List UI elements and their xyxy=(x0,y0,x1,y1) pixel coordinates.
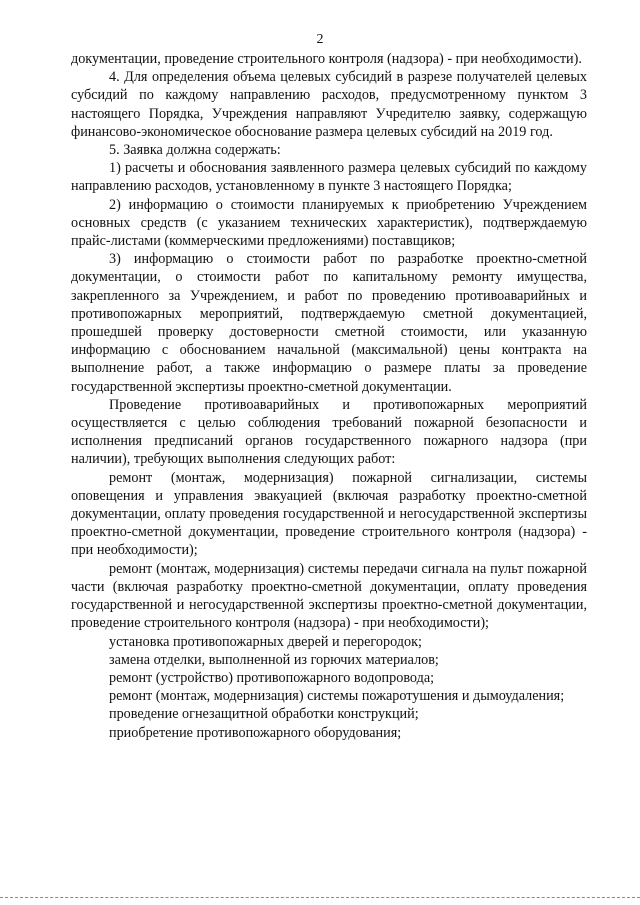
list-item-extinguishing-system: ремонт (монтаж, модернизация) системы пожаротушения и дымоудаления; xyxy=(109,688,565,705)
list-item-water-supply: ремонт (устройство) противопожарного водопровода; xyxy=(109,669,435,686)
list-item-fire-doors: установка противопожарных дверей и перегородок; xyxy=(109,633,422,650)
list-item-fireproofing: проведение огнезащитной обработки конструкций; xyxy=(109,706,419,723)
paragraph-subitem-3: 3) информацию о стоимости работ по разработке проектно-сметной документации, о стоимости работ по капитальному ремонту имущества, закрепленного за Учреждением, и работ по проведению противоаварийных и противопожарных мероприятий, подтверждаемую сметной документацией, прошедшей проверку достоверности сметной стоимости, или указанную информацию с обоснованием начальной (максимальной) цены контракта на выполнение работ, а также информацию о размере платы за проведение государственной экспертизы проектно-сметной документации. xyxy=(71,251,587,395)
page-number: 2 xyxy=(316,32,324,47)
paragraph-continuation: документации, проведение строительного контроля (надзора) - при необходимости). xyxy=(71,51,582,67)
document-body xyxy=(71,50,587,742)
list-item-signal-transmission: ремонт (монтаж, модернизация) системы передачи сигнала на пульт пожарной части (включая разработку проектно-сметной документации, оплату проведения государственной и негосударственной экспертизы проектно-сметной документации, проведение строительного контроля (надзора) - при необходимости); xyxy=(71,560,587,632)
paragraph-subitem-2: 2) информацию о стоимости планируемых к приобретению Учреждением основных средств (с указанием технических характеристик), подтверждаемую прайс-листами (коммерческими предложениями) поставщиков; xyxy=(71,196,587,250)
list-item-fire-alarm: ремонт (монтаж, модернизация) пожарной сигнализации, системы оповещения и управления эвакуацией (включая разработку проектно-сметной документации, оплату проведения государственной и негосударственной экспертизы проектно-сметной документации, проведение строительного контроля (надзора) - при необходимости); xyxy=(71,469,587,559)
list-item-equipment-purchase: приобретение противопожарного оборудования; xyxy=(109,724,402,741)
paragraph-subitem-1: 1) расчеты и обоснования заявленного размера целевых субсидий по каждому направлению расходов, установленному в пункте 3 настоящего Порядка; xyxy=(71,160,587,195)
paragraph-fire-safety-intro: Проведение противоаварийных и противопожарных мероприятий осуществляется с целью соблюдения требований пожарной безопасности и исполнения предписаний органов государственного пожарного надзора (при наличии), требующих выполнения следующих работ: xyxy=(71,396,587,468)
list-item-finish-replacement: замена отделки, выполненной из горючих материалов; xyxy=(109,651,439,668)
paragraph-item-5: 5. Заявка должна содержать: xyxy=(109,142,281,159)
paragraph-item-4: 4. Для определения объема целевых субсидий в разрезе получателей целевых субсидий по каждому направлению расходов, предусмотренному пунктом 3 настоящего Порядка, Учреждения направляют Учредителю заявку, содержащую финансово-экономическое обоснование размера целевых субсидий на 2019 год. xyxy=(71,69,587,140)
page-bottom-edge xyxy=(0,897,640,898)
